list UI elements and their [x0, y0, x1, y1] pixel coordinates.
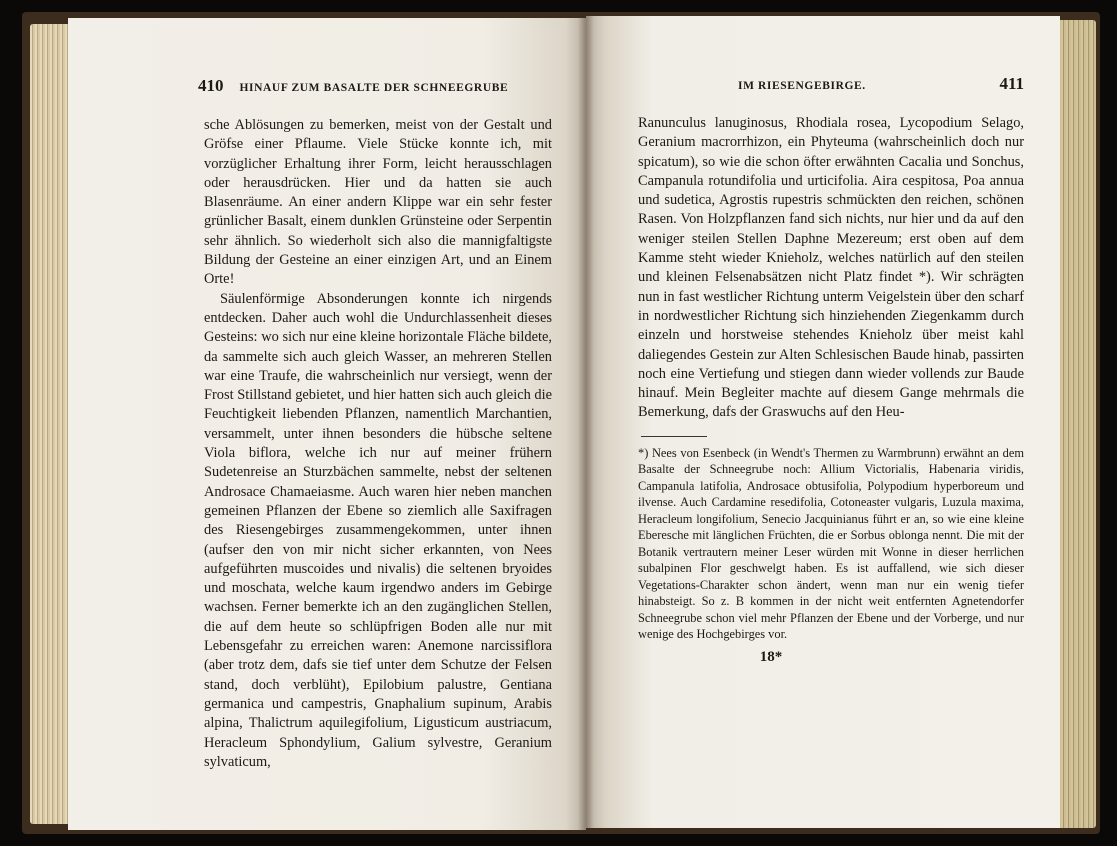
page-number-left: 410: [198, 76, 224, 95]
paragraph: Säulenförmige Absonderungen konnte ich nirgends entdecken. Daher auch wohl die Undurchlassenheit dieses Gesteins: wo sich nur eine kleine horizontale Fläche bildete, da sammelte sich auch gleich Wasser, an mehreren Stellen war eine Traufe, die wahrscheinlich nur versiegt, wenn der Frost Stillstand gebietet, und hier hatten sich auch gleich die Feuchtigkeit liebenden Pflanzen, namentlich Marchantien, versammelt, unter ihnen besonders die hübsche seltene Viola biflora, welche ich nur auf meiner frühern Sudetenreise an Sturzbächen sammelte, nebst der seltenen Androsace Chamaeiasme. Auch waren hier neben manchen gemeinen Pflanzen der Ebene so ziemlich alle Saxifragen des Riesengebirges zusammengekommen, unter ihnen (aufser den von mir nicht sicher erkannten, von Nees aufgeführten muscoides und nivalis) die seltenen bryoides und moschata, welche kaum irgendwo anders im Gebirge wachsen. Ferner bemerkte ich an den zugänglichen Stellen, die auf dem heute so schlüpfrigen Boden alle nur mit Lebensgefahr zu erreichen waren: Anemone narcissiflora (aber trotz dem, dafs sie tief unter dem Schutze der Felsen stand, doch verblüht), Epilobium palustre, Gentiana germanica und campestris, Gnaphalium supinum, Arabis alpina, Thalictrum aquilegifolium, Ligusticum austriacum, Heracleum Sphondylium, Galium sylvestre, Geranium sylvaticum,: [204, 290, 552, 770]
left-body-text: [204, 116, 552, 772]
running-head-title-left: HINAUF ZUM BASALTE DER SCHNEEGRUBE: [239, 82, 509, 94]
footnote-rule: [641, 436, 707, 437]
running-head-title-right: IM RIESENGEBIRGE.: [738, 80, 866, 92]
left-page: [68, 18, 586, 830]
page-number-right: 411: [999, 74, 1024, 93]
paragraph: Ranunculus lanuginosus, Rhodiala rosea, Lycopodium Selago, Geranium macrorrhizon, ein Phyteuma (wahrscheinlich doch nur spicatum), so wie die schon öfter erwähnten Cacalia und Sonchus, Campanula rotundifolia und urticifolia. Aira cespitosa, Poa annua und sudetica, Agrostis rupestris schmückten den reichen, schönen Rasen. Von Holzpflanzen fand sich nichts, nur hier und da auf den weniger steilen Stellen Daphne Mezereum; erst oben auf dem Kamme steht wieder Knieholz, welches natürlich auf den steilen und kleinen Felsenabsätzen nicht Platz findet *). Wir schrägten nun in fast westlicher Richtung unterm Veigelstein über den scharf in nordwestlicher Richtung sich hinziehenden Ziegenkamm durch einzeln und horstweise stehendes Knieholz über meist kahl daliegendes Gestein zur Alten Schlesischen Baude hinab, passirten noch eine Vertiefung und stiegen dann wieder vollends zur Baude hinauf. Mein Begleiter machte auf diesem Gange mehrmals die Bemerkung, dafs der Graswuchs auf den Heu-: [638, 115, 1024, 421]
right-page: [586, 16, 1060, 828]
signature-mark: 18*: [759, 648, 783, 665]
spine-gutter: [578, 16, 594, 830]
footnote: *) Nees von Esenbeck (in Wendt's Thermen zu Warmbrunn) erwähnt an dem Basalte der Schneegrube noch: Allium Victorialis, Habenaria viridis, Campanula latifolia, Androsace obtusifolia, Polypodium hyperboreum und ilvense. Auch Cardamine resedifolia, Cotoneaster vulgaris, Luzula maxima, Heracleum longifolium, Senecio Jacquinianus führt er an, so wie eine kleine Eberesche mit länglichen Früchten, die er Sorbus oblonga nennt. Die mit der Botanik vertrautern meiner Leser würden mit Wonne in dieser herrlichen subalpinen Flor geschwelgt haben. Es ist auffallend, wie sich dieser Vegetations-Charakter schon ändert, wenn man nur ein wenig tiefer hinabsteigt. So z. B kommen in der nicht weit entfernten Agnetendorfer Schneegrube schon viel mehr Pflanzen der Ebene und der Vorberge, und nur wenige des Hochgebirges vor.: [638, 445, 1024, 642]
running-head-right: [638, 74, 1024, 100]
running-head-left: [198, 76, 552, 102]
paragraph: sche Ablösungen zu bemerken, meist von der Gestalt und Gröfse einer Pflaume. Viele Stücke konnte ich, mit vorzüglicher Erhaltung ihrer Form, leicht herausschlagen oder herausdrücken. Hier und da hatten sie auch Blasenräume. An einer andern Klippe war ein sehr fester grünlicher Basalt, einem dunklen Grünsteine oder Serpentin sehr ähnlich. So wiederholt sich also die mannigfaltigste Bildung der Gesteine an einer einzigen Art, und an Einem Orte!: [204, 117, 552, 288]
page-edges-right: [1056, 20, 1096, 828]
right-body-text: [638, 114, 1024, 423]
